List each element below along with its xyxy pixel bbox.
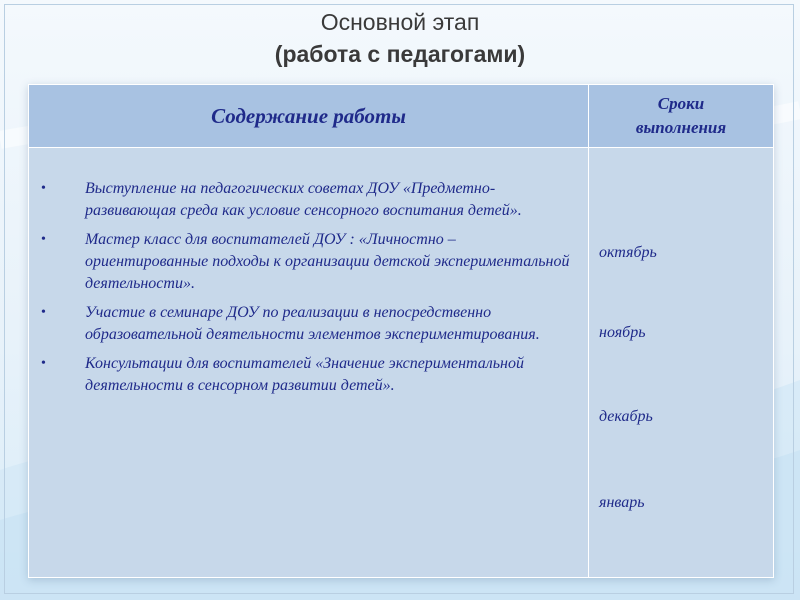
header-terms-line-1: Сроки: [657, 94, 705, 113]
list-item: [29, 178, 576, 222]
bullet-icon: •: [41, 232, 46, 247]
content-cell: [29, 148, 589, 578]
list-item-text: Участие в семинаре ДОУ по реализации в непосредственно образовательной деятельности элементов экспериментирования.: [85, 304, 540, 343]
bullet-icon: •: [41, 181, 46, 196]
list-item-text: Выступление на педагогических советах ДОУ «Предметно-развивающая среда как условие сенсорного воспитания детей».: [85, 180, 522, 219]
term-october: октябрь: [599, 244, 657, 261]
work-items-list: [29, 178, 576, 397]
header-terms: [589, 85, 774, 148]
work-plan-table: [28, 84, 774, 578]
terms-cell: [589, 148, 774, 578]
list-item-text: Мастер класс для воспитателей ДОУ : «Личностно – ориентированные подходы к организации детской экспериментальной деятельности».: [85, 231, 570, 292]
title-line-2: (работа с педагогами): [274, 41, 526, 67]
term-november: ноябрь: [599, 324, 646, 341]
header-terms-line-2: выполнения: [635, 118, 727, 137]
list-item: [29, 229, 576, 295]
slide-title: [0, 6, 800, 70]
term-december: декабрь: [599, 408, 653, 425]
term-january: январь: [599, 494, 645, 511]
bullet-icon: •: [41, 356, 46, 371]
title-line-1: Основной этап: [320, 9, 480, 35]
header-content: Содержание работы: [29, 85, 589, 148]
table-header-row: [29, 85, 774, 148]
list-item-text: Консультации для воспитателей «Значение экспериментальной деятельности в сенсорном развитии детей».: [85, 355, 524, 394]
table-body-row: [29, 148, 774, 578]
list-item: [29, 353, 576, 397]
bullet-icon: •: [41, 305, 46, 320]
list-item: [29, 302, 576, 346]
